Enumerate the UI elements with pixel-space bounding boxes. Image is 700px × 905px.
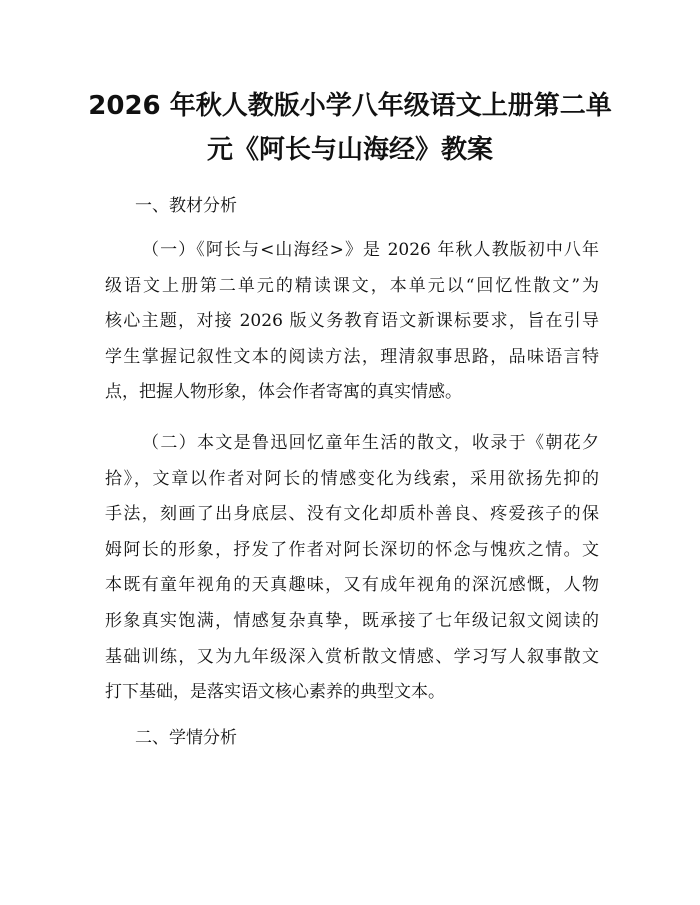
paragraph-2-line-7: 基础训练，又为九年级深入赏析散文情感、学习写人叙事散文 bbox=[105, 646, 599, 667]
paragraph-2-line-6: 形象真实饱满，情感复杂真挚，既承接了七年级记叙文阅读的 bbox=[105, 610, 599, 631]
paragraph-2-line-3: 手法，刻画了出身底层、没有文化却质朴善良、疼爱孩子的保 bbox=[105, 504, 599, 525]
paragraph-1-line-1: （一）《阿长与<山海经>》是 2026 年秋人教版初中八年 bbox=[142, 240, 599, 260]
paragraph-2-line-2: 拾》，文章以作者对阿长的情感变化为线索，采用欲扬先抑的 bbox=[105, 468, 599, 489]
document-title bbox=[78, 84, 622, 172]
paragraph-2-line-4: 姆阿长的形象，抒发了作者对阿长深切的怀念与愧疚之情。文 bbox=[105, 539, 599, 560]
paragraph-1-line-3: 核心主题，对接 2026 版义务教育语文新课标要求，旨在引导 bbox=[105, 311, 599, 332]
paragraph-2 bbox=[105, 426, 599, 711]
paragraph-2-line-1: （二）本文是鲁迅回忆童年生活的散文，收录于《朝花夕 bbox=[142, 433, 599, 453]
paragraph-1-line-4: 学生掌握记叙性文本的阅读方法，理清叙事思路，品味语言特 bbox=[105, 346, 599, 367]
paragraph-1 bbox=[105, 233, 599, 411]
title-line-1: 2026 年秋人教版小学八年级语文上册第二单 bbox=[88, 91, 612, 121]
paragraph-2-line-8: 打下基础，是落实语文核心素养的典型文本。 bbox=[105, 682, 445, 703]
paragraph-1-line-2: 级语文上册第二单元的精读课文，本单元以“回忆性散文”为 bbox=[105, 275, 599, 296]
paragraph-1-line-5: 点，把握人物形象，体会作者寄寓的真实情感。 bbox=[105, 382, 462, 403]
section-heading-teaching-material: 一、教材分析 bbox=[135, 196, 237, 216]
title-line-2: 元《阿长与山海经》教案 bbox=[206, 135, 493, 165]
section-heading-learner-analysis: 二、学情分析 bbox=[135, 728, 237, 748]
paragraph-2-line-5: 本既有童年视角的天真趣味，又有成年视角的深沉感慨，人物 bbox=[105, 575, 599, 596]
